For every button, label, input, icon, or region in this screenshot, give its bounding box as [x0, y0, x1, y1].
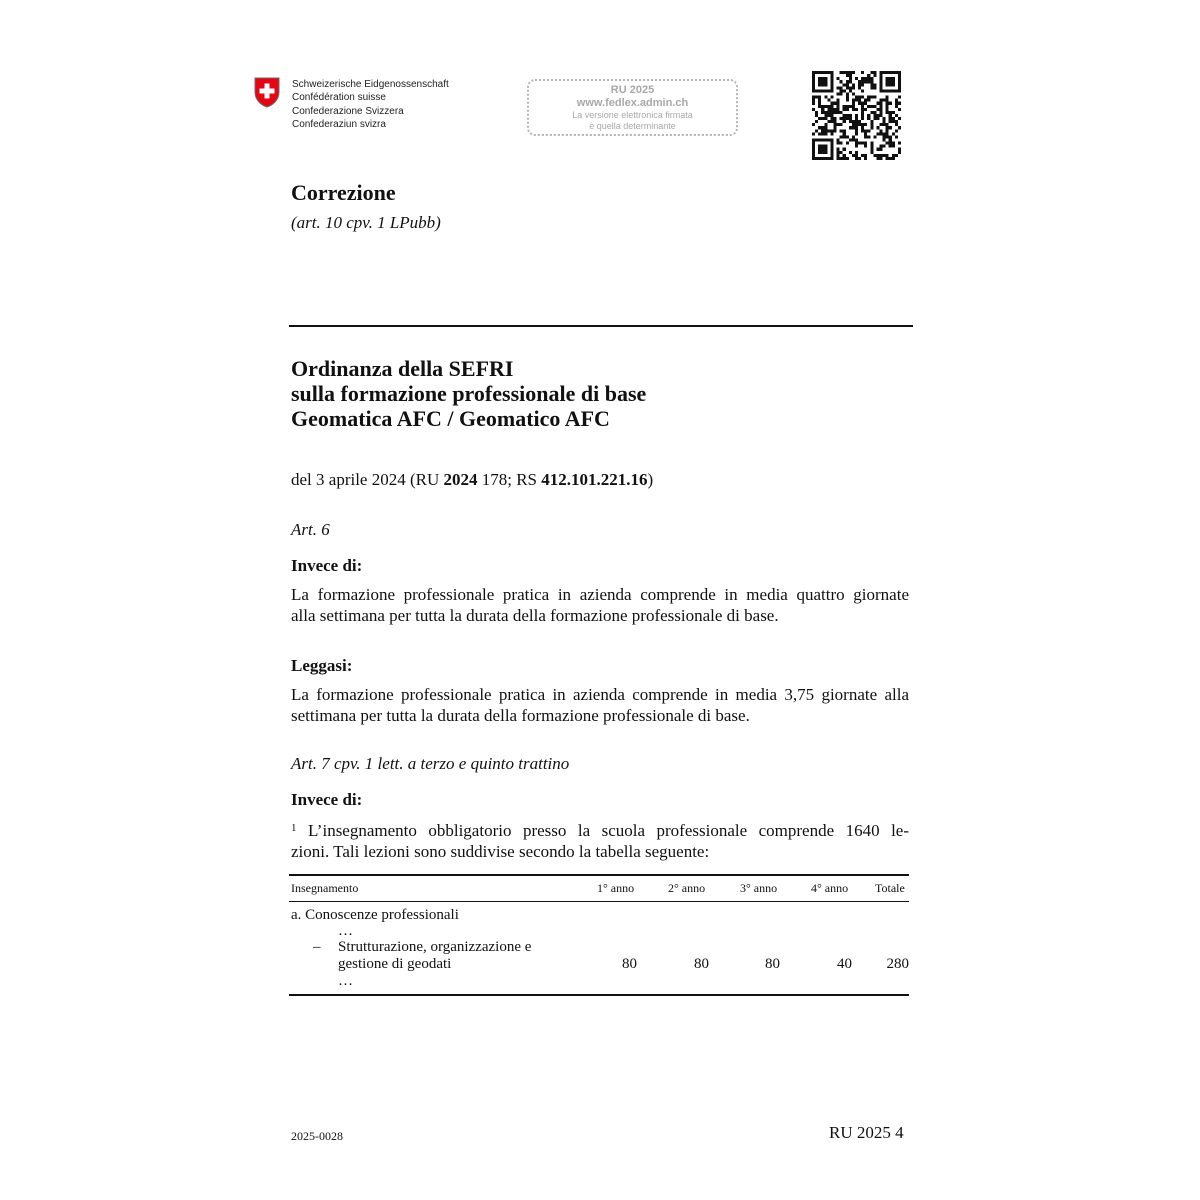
official-stamp: [527, 79, 738, 136]
table-cell-year-4: 40: [837, 956, 852, 972]
table-header-rule: [289, 901, 909, 902]
ordinance-title-line: Geomatica AFC / Geomatico AFC: [291, 406, 610, 431]
paragraph-line: alla settimana per tutta la durata della formazione professionale di base.: [291, 606, 779, 625]
document-number: 2025-0028: [291, 1129, 343, 1143]
paragraph-line: zioni. Tali lezioni sono suddivise secondo la tabella seguente:: [291, 842, 710, 861]
table-top-rule: [289, 874, 909, 876]
table-ellipsis: …: [338, 973, 353, 989]
table-group-label: a. Conoscenze professionali: [291, 907, 459, 923]
stamp-note-2: è quella determinante: [589, 121, 676, 131]
instead-paragraph: [291, 584, 909, 626]
table-cell-year-1: 80: [622, 956, 637, 972]
article-heading: Art. 7 cpv. 1 lett. a terzo e quinto trattino: [291, 754, 570, 773]
paragraph-number: 1: [291, 822, 297, 834]
confederation-line-rm: Confederaziun svizra: [292, 119, 386, 131]
instead-paragraph: [291, 818, 909, 862]
table-row-label-line: Strutturazione, organizzazione e: [338, 939, 532, 955]
confederation-line-fr: Confédération suisse: [292, 92, 386, 104]
read-paragraph: [291, 684, 909, 726]
table-cell-year-2: 80: [694, 956, 709, 972]
confederation-line-it: Confederazione Svizzera: [292, 105, 404, 117]
stamp-ru: RU 2025: [610, 84, 655, 96]
qr-code-icon: [812, 71, 901, 160]
swiss-coat-of-arms-icon: [254, 77, 280, 108]
confederation-line-de: Schweizerische Eidgenossenschaft: [292, 79, 449, 90]
paragraph-line: La formazione professionale pratica in azienda comprende in media 3,75 giornate alla: [291, 685, 909, 704]
table-row-label: [338, 939, 531, 973]
column-header-year-4: 4° anno: [811, 881, 849, 895]
column-header-total: Totale: [875, 881, 905, 895]
stamp-note-1: La versione elettronica firmata: [572, 110, 693, 120]
instead-label: Invece di:: [291, 556, 363, 575]
article-heading: Art. 6: [291, 520, 330, 539]
title-divider: [289, 325, 913, 327]
ru-page: 178; RS: [477, 470, 542, 489]
read-label: Leggasi:: [291, 656, 353, 675]
column-header-year-3: 3° anno: [740, 881, 778, 895]
paragraph-line: [291, 818, 909, 841]
table-row-label-line: gestione di geodati: [338, 956, 452, 972]
ordinance-title-line: Ordinanza della SEFRI: [291, 356, 514, 381]
confederation-name: [292, 78, 449, 132]
stamp-url: www.fedlex.admin.ch: [576, 97, 689, 109]
table-ellipsis: …: [338, 923, 353, 939]
paragraph-text: L’insegnamento obbligatorio presso la scuola professionale comprende 1640 le-: [307, 821, 910, 840]
date-prefix: del 3 aprile 2024 (RU: [291, 470, 444, 489]
column-header-subject: Insegnamento: [291, 881, 359, 895]
page-reference: RU 2025 4: [829, 1123, 904, 1142]
column-header-year-2: 2° anno: [668, 881, 706, 895]
ordinance-title-line: sulla formazione professionale di base: [291, 381, 647, 406]
paragraph-line: La formazione professionale pratica in azienda comprende in media quattro giornate: [291, 585, 909, 604]
table-bottom-rule: [289, 994, 909, 996]
instead-label: Invece di:: [291, 790, 363, 809]
rs-number: 412.101.221.16: [541, 470, 648, 489]
legal-basis: (art. 10 cpv. 1 LPubb): [291, 213, 441, 232]
column-header-year-1: 1° anno: [597, 881, 635, 895]
document-title: Correzione: [291, 180, 396, 205]
date-suffix: ): [647, 470, 654, 489]
table-cell-year-3: 80: [765, 956, 780, 972]
paragraph-line: settimana per tutta la durata della formazione professionale di base.: [291, 706, 750, 725]
table-dash: –: [313, 939, 321, 955]
ordinance-date: [291, 470, 653, 490]
ru-year: 2024: [443, 470, 478, 489]
ordinance-title: [291, 356, 646, 431]
table-cell-total: 280: [886, 956, 909, 972]
